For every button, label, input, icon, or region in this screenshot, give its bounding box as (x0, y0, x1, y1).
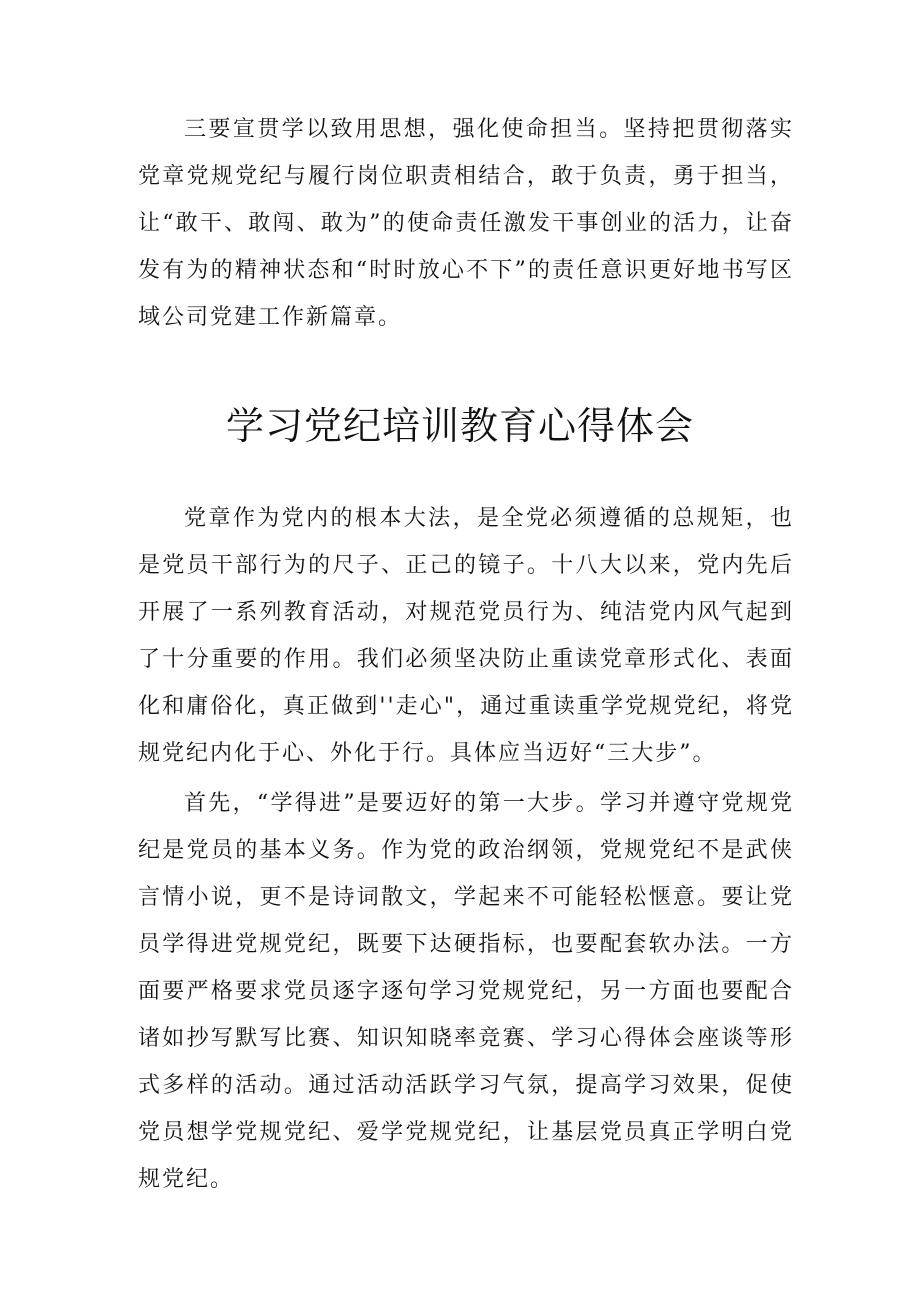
body-paragraph-1: 党章作为党内的根本大法，是全党必须遵循的总规矩，也是党员干部行为的尺子、正己的镜子。十八大以来，党内先后开展了一系列教育活动，对规范党员行为、纯洁党内风气起到了十分重要的作用。我们必须坚决防止重读党章形式化、表面化和庸俗化，真正做到''走心"，通过重读重学党规党纪，将党规党纪内化于心、外化于行。具体应当迈好“三大步”。 (138, 506, 794, 766)
document-title: 学习党纪培训教育心得体会 (225, 404, 694, 448)
body-paragraph-2: 首先，“学得进”是要迈好的第一大步。学习并遵守党规党纪是党员的基本义务。作为党的政治纲领，党规党纪不是武侠言情小说，更不是诗词散文，学起来不可能轻松惬意。要让党员学得进党规党纪，既要下达硬指标，也要配套软办法。一方面要严格要求党员逐字逐句学习党规党纪，另一方面也要配合诸如抄写默写比赛、知识知晓率竞赛、学习心得体会座谈等形式多样的活动。通过活动活跃学习气氛，提高学习效果，促使党员想学党规党纪、爱学党规党纪，让基层党员真正学明白党规党纪。 (138, 791, 794, 1192)
intro-paragraph: 三要宣贯学以致用思想，强化使命担当。坚持把贯彻落实党章党规党纪与履行岗位职责相结合，敢于负责，勇于担当，让“敢干、敢闯、敢为”的使命责任激发干事创业的活力，让奋发有为的精神状态和“时时放心不下”的责任意识更好地书写区域公司党建工作新篇章。 (138, 117, 794, 330)
